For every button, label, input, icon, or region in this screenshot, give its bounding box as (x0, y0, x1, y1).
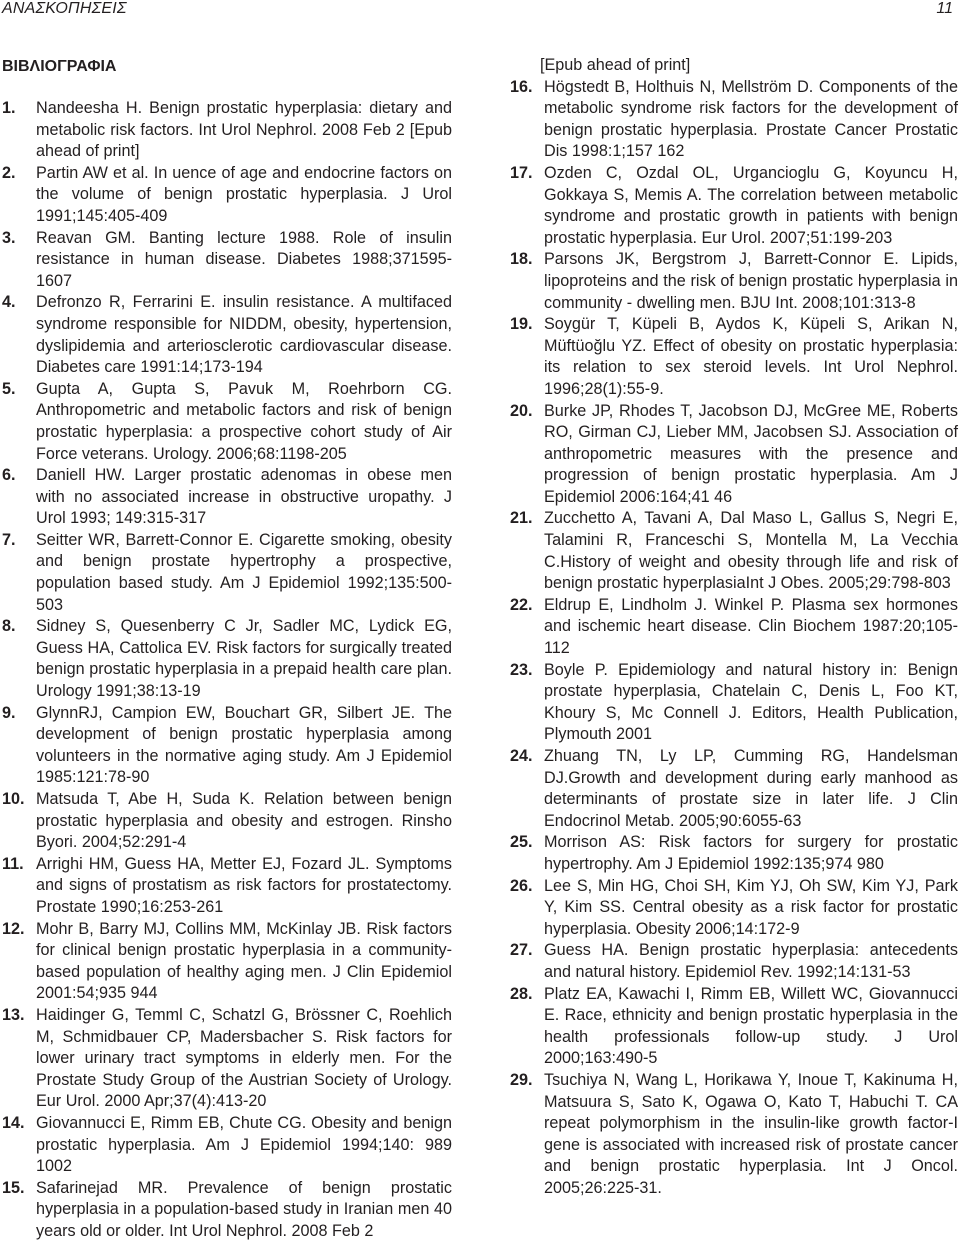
reference-number: 9. (2, 703, 16, 722)
reference-text: Soygür T, Küpeli B, Aydos K, Küpeli S, Arikan N, Müftüoğlu YZ. Effect of obesity on prostatic hyperplasia: its relation to sex steroid levels. Int Urol Nephrol. 1996;28(1):55-9. (544, 315, 958, 398)
reference-item (510, 163, 958, 249)
reference-text: GlynnRJ, Campion EW, Bouchart GR, Silbert JE. The development of benign prostatic hyperplasia among volunteers in the normative aging study. Am J Epidemiol 1985:121:78-90 (36, 703, 452, 787)
left-column (2, 56, 452, 1242)
reference-text: Eldrup E, Lindholm J. Winkel P. Plasma sex hormones and ischemic heart disease. Clin Biochem 1987:20;105-112 (544, 595, 958, 658)
reference-text: Giovannucci E, Rimm EB, Chute CG. Obesity and benign prostatic hyperplasia. Am J Epidemiol 1994;140: 989 1002 (36, 1113, 452, 1176)
reference-number: 8. (2, 617, 16, 636)
reference-item (2, 919, 452, 1005)
reference-text: Gupta A, Gupta S, Pavuk M, Roehrborn CG. Anthropometric and metabolic factors and risk of benign prostatic hyperplasia: a prospective cohort study of Air Force veterans. Urology. 2006;68:1198-205 (36, 379, 452, 463)
reference-text: Zhuang TN, Ly LP, Cumming RG, Handelsman DJ.Growth and development during early manhood as determinants of prostate size in later life. J Clin Endocrinol Metab. 2005;90:6055-63 (544, 747, 958, 830)
reference-number: 10. (2, 790, 25, 808)
reference-number: 20. (510, 401, 533, 420)
reference-text: Nandeesha H. Benign prostatic hyperplasia: dietary and metabolic risk factors. Int Urol Nephrol. 2008 Feb 2 [Epub ahead of print] (36, 99, 452, 161)
reference-text: Burke JP, Rhodes T, Jacobson DJ, McGree ME, Roberts RO, Girman CJ, Lieber MM, Jacobsen SJ. Association of anthropometric measures with the presence and progression of benign prostatic hyperplasia. Am J Epidemiol 2006:164;41 46 (544, 401, 958, 506)
reference-item (2, 379, 452, 465)
reference-number: 19. (510, 315, 533, 334)
reference-text: Matsuda T, Abe H, Suda K. Relation between benign prostatic hyperplasia and obesity and estrogen. Rinsho Byori. 2004;52:291-4 (36, 790, 452, 852)
reference-number: 29. (510, 1070, 533, 1089)
reference-item (2, 703, 452, 789)
reference-number: 26. (510, 876, 533, 895)
reference-item (2, 854, 452, 919)
reference-number: 18. (510, 250, 533, 269)
reference-text: Mohr B, Barry MJ, Collins MM, McKinlay JB. Risk factors for clinical benign prostatic hyperplasia in a community-based population of healthy aging men. J Clin Epidemiol 2001:54;935 944 (36, 919, 452, 1003)
reference-text: Zucchetto A, Tavani A, Dal Maso L, Gallus S, Negri E, Talamini R, Franceschi S, Montella M, La Vecchia C.History of weight and obesity through life and risk of benign prostatic hyperplasiaInt J Obes. 2005;29:798-803 (544, 509, 958, 593)
reference-item (510, 660, 958, 746)
reference-item (510, 595, 958, 660)
reference-number: 7. (2, 530, 16, 549)
reference-number: 5. (2, 379, 16, 398)
reference-number: 28. (510, 984, 533, 1003)
reference-number: 6. (2, 466, 16, 485)
reference-item (2, 465, 452, 530)
reference-number: 24. (510, 747, 533, 765)
reference-text: Parsons JK, Bergstrom J, Barrett-Connor E. Lipids, lipoproteins and the risk of benign prostatic hyperplasia in community - dwelling men. BJU Int. 2008;101:313-8 (544, 250, 958, 312)
reference-text: Platz EA, Kawachi I, Rimm EB, Willett WC, Giovannucci E. Race, ethnicity and benign prostatic hyperplasia in the health professionals follow-up study. J Urol 2000;163:490-5 (544, 984, 958, 1068)
reference-item (510, 508, 958, 594)
reference-number: 14. (2, 1113, 25, 1132)
reference-list-right (510, 77, 958, 1200)
reference-item (510, 77, 958, 163)
reference-item (510, 401, 958, 509)
section-label: ΑΝΑΣΚΟΠΗΣΕΙΣ (2, 0, 127, 17)
reference-number: 4. (2, 293, 16, 312)
reference-text: Ozden C, Ozdal OL, Urgancioglu G, Koyuncu H, Gokkaya S, Memis A. The correlation between metabolic syndrome and prostatic growth in patients with benign prostatic hyperplasia. Eur Urol. 2007;51:199-203 (544, 163, 958, 247)
reference-number: 21. (510, 509, 533, 528)
reference-item (510, 746, 958, 832)
reference-number: 3. (2, 228, 16, 247)
reference-item (2, 1113, 452, 1178)
reference-item (510, 832, 958, 875)
reference-item (2, 616, 452, 702)
reference-number: 27. (510, 941, 533, 960)
reference-number: 1. (2, 99, 16, 117)
reference-number: 12. (2, 919, 25, 938)
reference-text: Defronzo R, Ferrarini E. insulin resistance. A multifaced syndrome responsible for NIDDM, obesity, hypertension, dyslipidemia and arteriosclerotic cardiovascular disease. Diabetes care 1991:14;173-194 (36, 293, 452, 377)
reference-text: Seitter WR, Barrett-Connor E. Cigarette smoking, obesity and benign prostate hypertrophy a prospective, population based study. Am J Epidemiol 1992;135:500-503 (36, 530, 452, 614)
reference-item (510, 984, 958, 1070)
reference-number: 11. (2, 854, 24, 873)
running-header (0, 0, 960, 24)
reference-text: Sidney S, Quesenberry C Jr, Sadler MC, Lydick EG, Guess HA, Cattolica EV. Risk factors for surgically treated benign prostatic hyperplasia in a prepaid health care plan. Urology 1991;38:13-19 (36, 617, 452, 701)
reference-text: Arrighi HM, Guess HA, Metter EJ, Fozard JL. Symptoms and signs of prostatism as risk factors for prostatectomy. Prostate 1990;16:253-261 (36, 854, 452, 916)
reference-item (2, 163, 452, 228)
reference-text: Daniell HW. Larger prostatic adenomas in obese men with no associated increase in obstructive uropathy. J Urol 1993; 149:315-317 (36, 466, 452, 528)
reference-item (2, 292, 452, 378)
reference-number: 17. (510, 163, 533, 182)
reference-item (2, 789, 452, 854)
reference-item (510, 940, 958, 983)
reference-number: 15. (2, 1178, 25, 1197)
reference-item (2, 530, 452, 616)
reference-text: Högstedt B, Holthuis N, Mellström D. Components of the metabolic syndrome risk factors for the development of benign prostatic hyperplasia. Prostate Cancer Prostatic Dis 1998:1;157 162 (544, 77, 958, 161)
reference-item (2, 98, 452, 163)
reference-text: Safarinejad MR. Prevalence of benign prostatic hyperplasia in a population-based study in Iranian men 40 years old or older. Int Urol Nephrol. 2008 Feb 2 (36, 1178, 452, 1240)
reference-item (2, 1005, 452, 1113)
reference-text: Partin AW et al. In uence of age and endocrine factors on the volume of benign prostatic hyperplasia. J Urol 1991;145:405-409 (36, 163, 452, 225)
reference-item (510, 249, 958, 314)
reference-text: Morrison AS: Risk factors for surgery for prostatic hypertrophy. Am J Epidemiol 1992:135;974 980 (544, 833, 958, 873)
reference-number: 22. (510, 595, 533, 614)
reference-text: Tsuchiya N, Wang L, Horikawa Y, Inoue T, Kakinuma H, Matsuura S, Sato K, Ogawa O, Kato T, Habuchi T. CA repeat polymorphism in the insulin-like growth factor-I gene is associated with increased risk of prostate cancer and benign prostatic hyperplasia. Int J Oncol. 2005;26:225-31. (544, 1070, 958, 1197)
page-number: 11 (936, 0, 953, 17)
right-column (510, 55, 958, 1199)
reference-text: Boyle P. Epidemiology and natural history in: Benign prostate hyperplasia, Chatelain C, Denis L, Foo KT, Khoury S, Mc Connell J. Editors, Health Publication, Plymouth 2001 (544, 660, 958, 744)
reference-item (2, 228, 452, 293)
reference-item (2, 1178, 452, 1243)
reference-text: Haidinger G, Temml C, Schatzl G, Brössner C, Roehlich M, Schmidbauer CP, Madersbacher S. Risk factors for lower urinary tract symptoms in elderly men. For the Prostate Study Group of the Austrian Society of Urology. Eur Urol. 2000 Apr;37(4):413-20 (36, 1005, 452, 1111)
reference-number: 13. (2, 1005, 25, 1024)
reference-text: Lee S, Min HG, Choi SH, Kim YJ, Oh SW, Kim YJ, Park Y, Kim SS. Central obesity as a risk factor for prostatic hyperplasia. Obesity 2006;14:172-9 (544, 876, 958, 938)
reference-item (510, 876, 958, 941)
reference-text: Reavan GM. Banting lecture 1988. Role of insulin resistance in human disease. Diabetes 1988;371595-1607 (36, 228, 452, 290)
reference-item (510, 1070, 958, 1200)
reference-number: 23. (510, 660, 533, 679)
reference-text: Guess HA. Benign prostatic hyperplasia: antecedents and natural history. Epidemiol Rev. 1992;14:131-53 (544, 941, 958, 981)
reference-number: 2. (2, 163, 16, 182)
reference-number: 16. (510, 77, 533, 96)
reference-number: 25. (510, 833, 533, 852)
reference-continuation: [Epub ahead of print] (540, 56, 691, 74)
reference-item (510, 314, 958, 400)
reference-list-left (2, 98, 452, 1242)
bibliography-heading: ΒΙΒΛΙΟΓΡΑΦΙΑ (2, 58, 117, 75)
